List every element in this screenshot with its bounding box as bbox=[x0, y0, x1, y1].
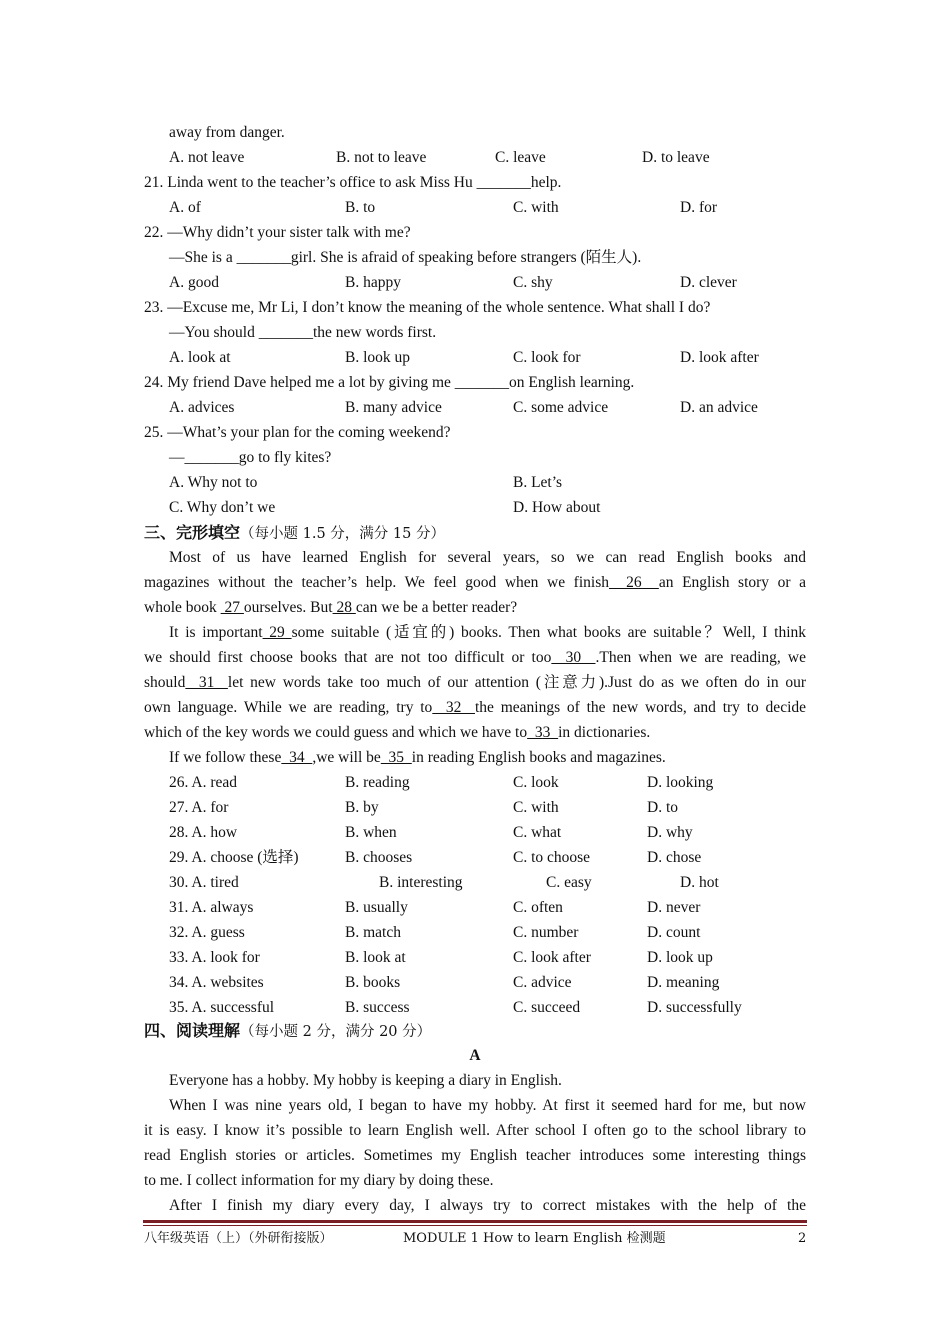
section3-title: 三、完形填空 bbox=[144, 523, 241, 542]
options-30 bbox=[0, 870, 950, 895]
options-27 bbox=[0, 795, 950, 820]
cloze-p2-line3 bbox=[0, 670, 950, 695]
blank-27: 27 bbox=[220, 599, 244, 616]
blank-33: 33 bbox=[527, 724, 559, 741]
blank-31: 31 bbox=[185, 674, 228, 691]
q22-option-c: C. shy bbox=[513, 274, 553, 291]
cloze-p2-line5 bbox=[0, 720, 950, 745]
option-32-b: B. match bbox=[345, 924, 401, 941]
options-29 bbox=[0, 845, 950, 870]
q22-stem-line bbox=[0, 220, 950, 245]
q20-option-b: B. not to leave bbox=[336, 149, 427, 166]
q23-option-b: B. look up bbox=[345, 349, 411, 366]
footer-module-title: MODULE 1 How to learn English 检测题 bbox=[403, 1231, 666, 1246]
q24-option-a: A. advices bbox=[169, 399, 235, 416]
footer-rule-thick bbox=[143, 1220, 807, 1223]
option-34-c: C. advice bbox=[513, 974, 572, 991]
q23-option-d: D. look after bbox=[680, 349, 759, 366]
cloze-p1-l2: magazines without the teacher’s help. We feel good when we finish 26 an English story or a bbox=[144, 574, 807, 591]
q23-stem2-line bbox=[0, 320, 950, 345]
cloze-p1-line3 bbox=[0, 595, 950, 620]
cloze-p1-l1: Most of us have learned English for several years, so we can read English books and bbox=[169, 549, 806, 566]
option-29-c: C. to choose bbox=[513, 849, 591, 866]
option-32-a: 32. A. guess bbox=[169, 924, 245, 941]
q23-stem-line bbox=[0, 295, 950, 320]
option-34-a: 34. A. websites bbox=[169, 974, 264, 991]
q21-option-c: C. with bbox=[513, 199, 559, 216]
options-26 bbox=[0, 770, 950, 795]
cloze-p2-l4: own language. While we are reading, try to 32 the meanings of the new words, and try to decide bbox=[144, 699, 807, 716]
option-33-b: B. look at bbox=[345, 949, 406, 966]
q20-option-d: D. to leave bbox=[642, 149, 710, 166]
q24-option-b: B. many advice bbox=[345, 399, 442, 416]
reading-p2-l2: it is easy. I know it’s possible to learn English well. After school I often go to the school library to bbox=[144, 1122, 806, 1139]
reading-p1-text: Everyone has a hobby. My hobby is keeping a diary in English. bbox=[169, 1072, 562, 1089]
cloze-p2-line4 bbox=[0, 695, 950, 720]
option-28-a: 28. A. how bbox=[169, 824, 238, 841]
footer-page-number: 2 bbox=[798, 1231, 807, 1246]
footer-rule-thin bbox=[143, 1225, 807, 1226]
options-31 bbox=[0, 895, 950, 920]
option-28-c: C. what bbox=[513, 824, 562, 841]
q25-option-d: D. How about bbox=[513, 499, 601, 516]
q25-option-c: C. Why don’t we bbox=[169, 499, 276, 516]
option-27-d: D. to bbox=[647, 799, 678, 816]
q22-stem2-line bbox=[0, 245, 950, 270]
option-31-a: 31. A. always bbox=[169, 899, 254, 916]
option-26-a: 26. A. read bbox=[169, 774, 238, 791]
q24-options bbox=[0, 395, 950, 420]
reading-p2-line3 bbox=[0, 1143, 950, 1168]
cloze-p2-l5: which of the key words we could guess and which we have to 33 in dictionaries. bbox=[144, 724, 651, 741]
q21-stem-line bbox=[0, 170, 950, 195]
option-32-d: D. count bbox=[647, 924, 701, 941]
options-35 bbox=[0, 995, 950, 1020]
blank-32: 32 bbox=[432, 699, 475, 716]
q21-option-b: B. to bbox=[345, 199, 376, 216]
cloze-p1-l3: whole book 27 ourselves. But 28 can we be a better reader? bbox=[144, 599, 518, 616]
option-26-c: C. look bbox=[513, 774, 559, 791]
q22-option-b: B. happy bbox=[345, 274, 401, 291]
option-26-b: B. reading bbox=[345, 774, 410, 791]
section4-note: （每小题 2 分，满分 20 分） bbox=[240, 1024, 432, 1040]
section3-heading bbox=[0, 520, 950, 545]
option-30-d: D. hot bbox=[680, 874, 719, 891]
options-32 bbox=[0, 920, 950, 945]
option-35-b: B. success bbox=[345, 999, 410, 1016]
q23-options bbox=[0, 345, 950, 370]
option-33-d: D. look up bbox=[647, 949, 713, 966]
option-30-b: B. interesting bbox=[379, 874, 463, 891]
option-27-c: C. with bbox=[513, 799, 559, 816]
q21-options bbox=[0, 195, 950, 220]
option-34-d: D. meaning bbox=[647, 974, 720, 991]
q22-options bbox=[0, 270, 950, 295]
section3-note: （每小题 1.5 分，满分 15 分） bbox=[240, 526, 445, 542]
option-31-b: B. usually bbox=[345, 899, 408, 916]
option-33-c: C. look after bbox=[513, 949, 591, 966]
option-29-d: D. chose bbox=[647, 849, 702, 866]
option-32-c: C. number bbox=[513, 924, 579, 941]
q23-stem2: —You should _______the new words first. bbox=[169, 324, 437, 341]
option-29-a: 29. A. choose (选择) bbox=[169, 849, 299, 866]
q22-stem2: —She is a _______girl. She is afraid of speaking before strangers (陌生人). bbox=[169, 249, 642, 266]
q23-stem: 23. —Excuse me, Mr Li, I don’t know the meaning of the whole sentence. What shall I do? bbox=[144, 299, 711, 316]
option-27-b: B. by bbox=[345, 799, 379, 816]
option-28-d: D. why bbox=[647, 824, 693, 841]
cloze-p1-line2 bbox=[0, 570, 950, 595]
reading-p2-line2 bbox=[0, 1118, 950, 1143]
section4-heading bbox=[0, 1018, 950, 1043]
option-29-b: B. chooses bbox=[345, 849, 413, 866]
reading-p2-l3: read English stories or articles. Sometimes my English teacher introduces some interesting things bbox=[144, 1147, 806, 1164]
section4-title: 四、阅读理解 bbox=[144, 1021, 241, 1040]
blank-28: 28 bbox=[332, 599, 356, 616]
option-33-a: 33. A. look for bbox=[169, 949, 260, 966]
q25-option-b: B. Let’s bbox=[513, 474, 563, 491]
option-35-c: C. succeed bbox=[513, 999, 581, 1016]
q21-stem: 21. Linda went to the teacher’s office to ask Miss Hu _______help. bbox=[144, 174, 562, 191]
options-34 bbox=[0, 970, 950, 995]
options-28 bbox=[0, 820, 950, 845]
cloze-p2-line2 bbox=[0, 645, 950, 670]
reading-p3-l1: After I finish my diary every day, I always try to correct mistakes with the help of the bbox=[169, 1197, 806, 1214]
option-28-b: B. when bbox=[345, 824, 397, 841]
q20-option-c: C. leave bbox=[495, 149, 546, 166]
q25-option-a: A. Why not to bbox=[169, 474, 258, 491]
reading-passage-label: A bbox=[469, 1047, 481, 1064]
cloze-p2-l1: It is important 29 some suitable (适宜的) books. Then what books are suitable？Well, I think bbox=[169, 624, 806, 641]
q25-stem2-line bbox=[0, 445, 950, 470]
option-30-a: 30. A. tired bbox=[169, 874, 239, 891]
q20-continuation bbox=[0, 120, 950, 145]
cloze-p2-l2: we should first choose books that are not too difficult or too 30 .Then when we are reading, we bbox=[144, 649, 806, 666]
q22-option-d: D. clever bbox=[680, 274, 737, 291]
reading-p2-line1 bbox=[0, 1093, 950, 1118]
reading-a-label-line bbox=[0, 1043, 950, 1068]
reading-p2-l1: When I was nine years old, I began to have my hobby. At first it seemed hard for me, but now bbox=[169, 1097, 806, 1114]
reading-p3-line1 bbox=[0, 1193, 950, 1218]
q25-stem2: —_______go to fly kites? bbox=[169, 449, 332, 466]
option-34-b: B. books bbox=[345, 974, 401, 991]
q24-option-d: D. an advice bbox=[680, 399, 758, 416]
option-31-c: C. often bbox=[513, 899, 563, 916]
q25-stem: 25. —What’s your plan for the coming weekend? bbox=[144, 424, 451, 441]
q20-options bbox=[0, 145, 950, 170]
blank-34: 34 bbox=[281, 749, 313, 766]
q20-stem-cont: away from danger. bbox=[169, 124, 285, 141]
cloze-p1-line1 bbox=[0, 545, 950, 570]
option-30-c: C. easy bbox=[546, 874, 592, 891]
q22-option-a: A. good bbox=[169, 274, 219, 291]
option-35-d: D. successfully bbox=[647, 999, 742, 1016]
blank-26: 26 bbox=[609, 574, 659, 591]
footer-book-title: 八年级英语（上）（外研衔接版） bbox=[144, 1231, 333, 1246]
q23-option-c: C. look for bbox=[513, 349, 581, 366]
q25-options-row1 bbox=[0, 470, 950, 495]
q24-stem: 24. My friend Dave helped me a lot by giving me _______on English learning. bbox=[144, 374, 635, 391]
q24-option-c: C. some advice bbox=[513, 399, 609, 416]
reading-p2-l4: to me. I collect information for my diary by doing these. bbox=[144, 1172, 494, 1189]
q21-option-d: D. for bbox=[680, 199, 718, 216]
cloze-p3-l1: If we follow these 34 ,we will be 35 in reading English books and magazines. bbox=[169, 749, 666, 766]
cloze-p2-l3: should 31 let new words take too much of our attention (注意力).Just do as we often do in our bbox=[144, 674, 806, 691]
option-26-d: D. looking bbox=[647, 774, 714, 791]
blank-35: 35 bbox=[380, 749, 412, 766]
q22-stem: 22. —Why didn’t your sister talk with me? bbox=[144, 224, 411, 241]
blank-30: 30 bbox=[551, 649, 596, 666]
q25-stem-line bbox=[0, 420, 950, 445]
cloze-p3-line1 bbox=[0, 745, 950, 770]
options-33 bbox=[0, 945, 950, 970]
reading-p1 bbox=[0, 1068, 950, 1093]
cloze-p2-line1 bbox=[0, 620, 950, 645]
option-35-a: 35. A. successful bbox=[169, 999, 275, 1016]
reading-p2-line4 bbox=[0, 1168, 950, 1193]
option-27-a: 27. A. for bbox=[169, 799, 229, 816]
q20-option-a: A. not leave bbox=[169, 149, 245, 166]
q25-options-row2 bbox=[0, 495, 950, 520]
option-31-d: D. never bbox=[647, 899, 701, 916]
q21-option-a: A. of bbox=[169, 199, 201, 216]
q24-stem-line bbox=[0, 370, 950, 395]
blank-29: 29 bbox=[262, 624, 292, 641]
q23-option-a: A. look at bbox=[169, 349, 231, 366]
